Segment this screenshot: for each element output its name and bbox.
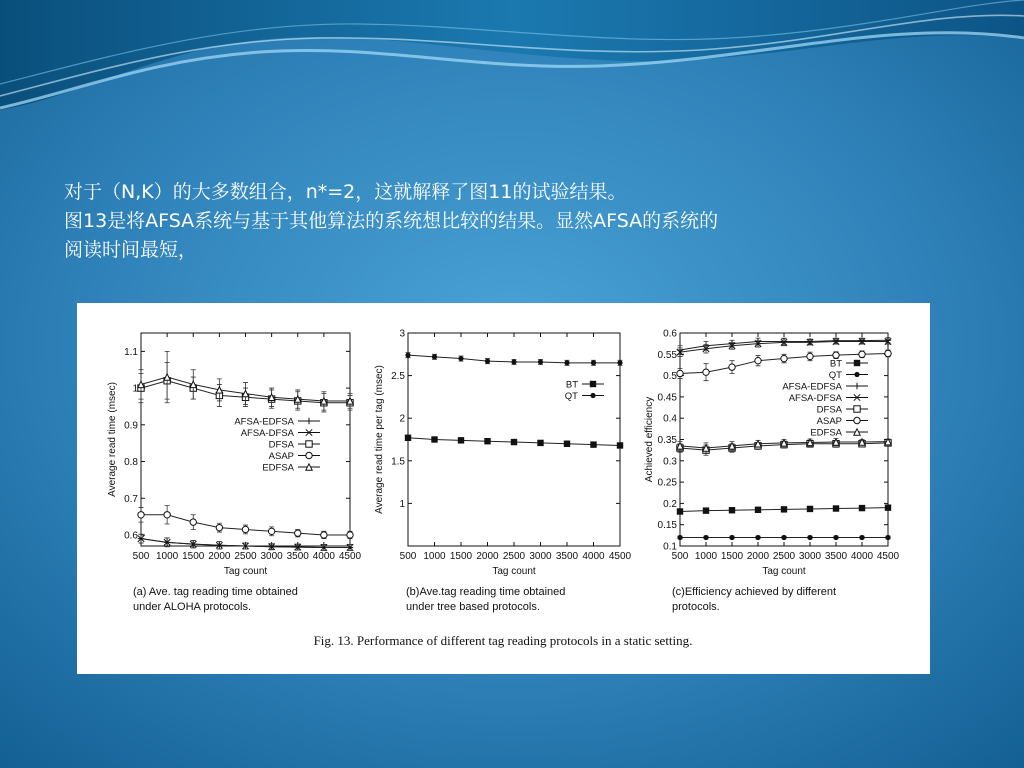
data-point: [431, 436, 437, 442]
y-axis-label: Achieved efficiency: [644, 396, 655, 483]
data-point: [242, 526, 248, 532]
x-tick-label: 1500: [182, 551, 205, 562]
data-point: [729, 507, 735, 513]
data-point: [703, 535, 708, 540]
legend-label: AFSA-EDFSA: [234, 416, 294, 428]
x-tick-label: 1000: [694, 551, 718, 562]
legend-marker: [590, 393, 595, 398]
x-tick-label: 3500: [555, 551, 579, 562]
figure-panel: [77, 303, 930, 674]
x-tick-label: 3000: [798, 551, 822, 562]
legend-marker: [306, 418, 312, 424]
data-point: [295, 530, 301, 536]
x-axis-label: Tag count: [223, 566, 268, 577]
x-tick-label: 2000: [476, 551, 499, 562]
data-point: [677, 535, 682, 540]
data-point: [321, 532, 327, 538]
data-point: [807, 353, 813, 359]
data-point: [833, 505, 839, 511]
x-tick-label: 3500: [824, 551, 848, 562]
x-tick-label: 2000: [208, 551, 231, 562]
data-point: [781, 535, 786, 540]
x-tick-label: 2500: [234, 551, 257, 562]
x-tick-label: 3000: [260, 551, 283, 562]
y-tick-label: 0.6: [124, 530, 138, 542]
legend-label: BT: [829, 358, 842, 370]
x-tick-label: 4500: [338, 551, 362, 562]
y-tick-label: 0.6: [663, 328, 677, 340]
series-asap: [138, 506, 353, 539]
y-axis-label: Average read time (msec): [107, 382, 118, 497]
x-tick-label: 1500: [720, 551, 744, 562]
subfigure-caption: under ALOHA protocols.: [133, 601, 252, 613]
legend-marker: [306, 452, 312, 458]
legend-label: EDFSA: [262, 462, 294, 474]
data-point: [885, 504, 891, 510]
legend-label: ASAP: [816, 416, 842, 427]
x-tick-label: 500: [671, 551, 689, 562]
legend-marker: [854, 406, 860, 412]
data-point: [190, 519, 196, 525]
x-tick-label: 3500: [286, 551, 309, 562]
legend-marker: [854, 383, 860, 389]
y-tick-label: 2.5: [391, 371, 405, 383]
x-tick-label: 4500: [608, 551, 632, 562]
data-point: [458, 437, 464, 443]
data-point: [885, 350, 891, 356]
y-tick-label: 0.35: [657, 435, 677, 446]
y-tick-label: 0.25: [657, 477, 677, 489]
data-point: [677, 508, 683, 514]
text-line-1: 对于（N,K）的大多数组合，n*=2，这就解释了图11的试验结果。: [64, 181, 627, 203]
data-point: [405, 435, 411, 441]
y-tick-label: 0.8: [124, 457, 138, 469]
data-point: [138, 512, 144, 518]
data-point: [511, 359, 516, 364]
x-tick-label: 2000: [746, 551, 770, 562]
x-tick-label: 500: [132, 551, 150, 562]
chart-a: [107, 333, 362, 613]
data-point: [885, 535, 890, 540]
y-tick-label: 1.1: [124, 346, 138, 358]
data-point: [485, 359, 490, 364]
legend-marker: [854, 417, 860, 423]
text-line-2: 图13是将AFSA系统与基于其他算法的系统想比较的结果。显然AFSA的系统的: [64, 210, 719, 232]
data-point: [729, 364, 735, 370]
x-axis-label: Tag count: [762, 566, 806, 577]
subfigure-caption: protocols.: [672, 601, 720, 613]
data-point: [807, 535, 812, 540]
data-point: [807, 506, 813, 512]
data-point: [268, 528, 274, 534]
figure-caption: Fig. 13. Performance of different tag reading protocols in a static setting.: [313, 633, 693, 648]
legend-label: EDFSA: [810, 427, 842, 439]
x-tick-label: 1000: [156, 551, 179, 562]
x-tick-label: 4000: [312, 551, 335, 562]
data-point: [347, 532, 353, 538]
data-point: [703, 369, 709, 375]
subfigure-caption: under tree based protocols.: [406, 601, 540, 613]
legend-label: ASAP: [268, 451, 294, 462]
data-point: [164, 512, 170, 518]
data-point: [405, 353, 410, 358]
legend-label: QT: [564, 391, 578, 402]
y-tick-label: 1: [132, 383, 138, 395]
data-point: [755, 507, 761, 513]
data-point: [617, 360, 622, 365]
data-point: [511, 439, 517, 445]
data-point: [755, 357, 761, 363]
plot-frame: [141, 333, 350, 546]
series-qt: [677, 535, 890, 540]
data-point: [677, 370, 683, 376]
data-point: [216, 524, 222, 530]
figure-13: [77, 303, 930, 674]
x-tick-label: 3000: [529, 551, 552, 562]
y-axis-label: Average read time per tag (msec): [374, 365, 385, 514]
data-point: [617, 442, 623, 448]
subfigure-caption: (b)Ave.tag reading time obtained: [406, 586, 566, 598]
data-point: [781, 506, 787, 512]
series-bt: [405, 435, 623, 449]
series-bt: [677, 504, 891, 514]
data-point: [458, 356, 463, 361]
y-tick-label: 2: [399, 413, 405, 425]
y-tick-label: 3: [399, 328, 405, 340]
y-tick-label: 0.4: [663, 413, 677, 425]
y-tick-label: 0.7: [124, 493, 138, 505]
series-qt: [405, 353, 622, 366]
x-tick-label: 4500: [876, 551, 900, 562]
legend-label: AFSA-EDFSA: [782, 381, 842, 393]
x-tick-label: 4000: [582, 551, 605, 562]
data-point: [484, 438, 490, 444]
y-tick-label: 1: [399, 498, 405, 510]
y-tick-label: 0.2: [663, 498, 677, 510]
data-point: [859, 505, 865, 511]
legend-label: DFSA: [816, 404, 842, 416]
x-tick-label: 2500: [502, 551, 526, 562]
data-point: [432, 354, 437, 359]
x-tick-label: 2500: [772, 551, 796, 562]
y-tick-label: 0.45: [657, 392, 677, 404]
y-tick-label: 0.3: [663, 456, 677, 468]
x-tick-label: 4000: [850, 551, 874, 562]
x-tick-label: 1500: [449, 551, 473, 562]
text-line-3: 阅读时间最短，: [64, 239, 198, 261]
data-point: [833, 352, 839, 358]
y-tick-label: 0.9: [124, 420, 138, 432]
legend-label: QT: [828, 370, 842, 381]
data-point: [729, 535, 734, 540]
legend-label: BT: [565, 379, 578, 391]
legend-marker: [854, 360, 860, 366]
subfigure-caption: (c)Efficiency achieved by different: [672, 586, 837, 598]
y-tick-label: 0.55: [657, 349, 677, 361]
x-axis-label: Tag count: [492, 566, 536, 577]
data-point: [564, 360, 569, 365]
data-point: [755, 535, 760, 540]
legend-label: DFSA: [268, 439, 294, 451]
y-tick-label: 0.1: [663, 541, 677, 553]
y-tick-label: 1.5: [391, 456, 405, 468]
data-point: [590, 441, 596, 447]
data-point: [781, 355, 787, 361]
legend-label: AFSA-DFSA: [788, 393, 842, 404]
x-tick-label: 500: [399, 551, 417, 562]
legend-marker: [590, 381, 596, 387]
data-point: [859, 351, 865, 357]
data-point: [538, 359, 543, 364]
y-tick-label: 0.15: [657, 520, 677, 532]
legend-marker: [306, 441, 312, 447]
x-tick-label: 1000: [423, 551, 446, 562]
chart-b: [374, 329, 632, 614]
data-point: [537, 440, 543, 446]
legend-marker: [854, 372, 859, 377]
data-point: [591, 360, 596, 365]
data-point: [859, 535, 864, 540]
slide-body-text: [64, 178, 964, 265]
data-point: [703, 507, 709, 513]
subfigure-caption: (a) Ave. tag reading time obtained: [133, 586, 298, 598]
legend-label: AFSA-DFSA: [240, 428, 294, 439]
data-point: [833, 535, 838, 540]
y-tick-label: 0.5: [663, 371, 677, 383]
chart-c: [644, 329, 900, 614]
data-point: [564, 441, 570, 447]
